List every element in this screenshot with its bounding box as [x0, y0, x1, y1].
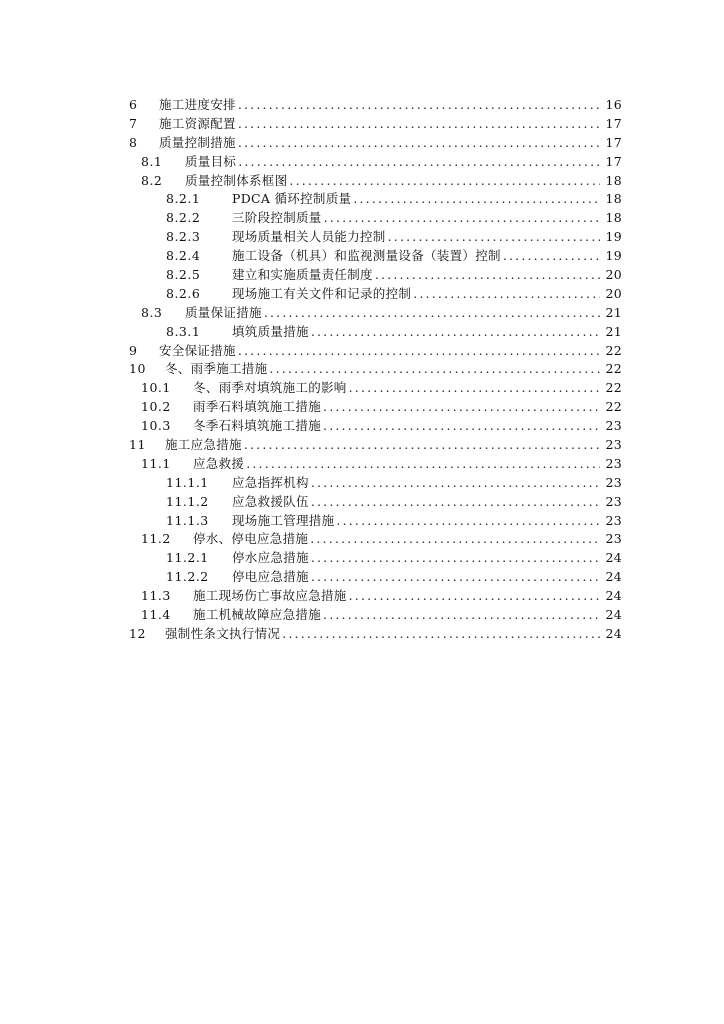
toc-entry-number: 11.2 — [141, 531, 171, 547]
toc-entry-title: 应急救援 — [193, 455, 245, 471]
toc-entry-title: 建立和实施质量责任制度 — [232, 267, 373, 283]
toc-dot-leader — [311, 493, 600, 512]
toc-entry-number: 11.2.1 — [166, 550, 209, 566]
toc-entry-title: 质量控制措施 — [159, 134, 236, 150]
toc-dot-leader — [269, 360, 600, 379]
toc-dot-leader — [246, 455, 600, 474]
toc-entry-page-number: 19 — [605, 248, 622, 264]
toc-entry-number: 7 — [129, 115, 138, 131]
toc-entry-number: 11 — [129, 437, 146, 453]
toc-entry[interactable] — [166, 285, 622, 304]
toc-dot-leader — [353, 190, 600, 209]
toc-entry[interactable] — [129, 134, 622, 153]
toc-entry-title: 填筑质量措施 — [232, 323, 309, 339]
toc-entry-title: 施工应急措施 — [165, 437, 242, 453]
toc-entry-page-number: 20 — [605, 285, 622, 301]
toc-dot-leader — [238, 134, 600, 153]
toc-entry-page-number: 20 — [605, 267, 622, 283]
toc-entry-page-number: 22 — [605, 361, 622, 377]
toc-entry-page-number: 23 — [605, 437, 622, 453]
toc-dot-leader — [244, 436, 600, 455]
toc-entry[interactable] — [141, 398, 622, 417]
toc-dot-leader — [289, 172, 600, 191]
toc-entry-title: 冬、雨季对填筑施工的影响 — [193, 380, 347, 396]
toc-dot-leader — [324, 209, 600, 228]
toc-dot-leader — [310, 530, 600, 549]
toc-entry-page-number: 23 — [605, 474, 622, 490]
toc-entry-title: 强制性条文执行情况 — [165, 625, 281, 641]
toc-entry-title: 停电应急措施 — [232, 569, 309, 585]
toc-entry[interactable] — [141, 606, 622, 625]
toc-entry-page-number: 21 — [605, 304, 622, 320]
toc-entry-number: 11.3 — [141, 588, 171, 604]
toc-entry-page-number: 23 — [605, 493, 622, 509]
toc-entry[interactable] — [141, 417, 622, 436]
toc-entry-title: 质量目标 — [185, 153, 237, 169]
toc-entry-number: 10.2 — [141, 399, 171, 415]
toc-entry-page-number: 24 — [605, 588, 622, 604]
toc-dot-leader — [238, 342, 600, 361]
toc-entry-number: 10 — [129, 361, 146, 377]
toc-entry[interactable] — [141, 530, 622, 549]
toc-entry-number: 11.4 — [141, 607, 171, 623]
toc-entry[interactable] — [141, 587, 622, 606]
toc-entry[interactable] — [166, 209, 622, 228]
toc-dot-leader — [311, 323, 600, 342]
toc-entry-page-number: 17 — [605, 153, 622, 169]
toc-dot-leader — [238, 115, 600, 134]
toc-dot-leader — [311, 568, 600, 587]
toc-entry-title: 现场质量相关人员能力控制 — [232, 229, 386, 245]
toc-entry-page-number: 24 — [605, 569, 622, 585]
toc-entry-page-number: 24 — [605, 625, 622, 641]
toc-entry[interactable] — [166, 512, 622, 531]
toc-entry-number: 11.1.1 — [166, 474, 209, 490]
toc-entry-number: 9 — [129, 342, 138, 358]
toc-entry-page-number: 23 — [605, 418, 622, 434]
toc-dot-leader — [238, 153, 600, 172]
toc-entry[interactable] — [166, 247, 622, 266]
toc-entry-page-number: 22 — [605, 380, 622, 396]
toc-entry-number: 8.1 — [141, 153, 163, 169]
toc-dot-leader — [349, 587, 600, 606]
toc-entry-number: 8.2.6 — [166, 285, 201, 301]
toc-dot-leader — [349, 379, 600, 398]
toc-entry[interactable] — [141, 379, 622, 398]
toc-entry-page-number: 23 — [605, 531, 622, 547]
toc-dot-leader — [323, 417, 600, 436]
toc-entry[interactable] — [166, 323, 622, 342]
toc-entry-page-number: 17 — [605, 115, 622, 131]
toc-dot-leader — [311, 474, 600, 493]
toc-dot-leader — [503, 247, 600, 266]
toc-entry-number: 6 — [129, 97, 138, 112]
toc-entry[interactable] — [141, 304, 622, 323]
toc-entry[interactable] — [129, 342, 622, 361]
toc-entry-number: 8 — [129, 134, 138, 150]
toc-entry-title: 雨季石料填筑施工措施 — [193, 399, 322, 415]
toc-entry[interactable] — [129, 115, 622, 134]
toc-entry-page-number: 21 — [605, 323, 622, 339]
toc-entry-title: 施工机械故障应急措施 — [193, 607, 322, 623]
toc-entry[interactable] — [166, 190, 622, 209]
toc-entry[interactable] — [166, 493, 622, 512]
toc-entry-number: 8.2.1 — [166, 191, 201, 207]
toc-entry-page-number: 19 — [605, 229, 622, 245]
toc-entry-page-number: 18 — [605, 210, 622, 226]
toc-entry-title: 冬、雨季施工措施 — [165, 361, 268, 377]
toc-entry-number: 11.1.2 — [166, 493, 209, 509]
toc-entry-page-number: 24 — [605, 607, 622, 623]
toc-entry-page-number: 17 — [605, 134, 622, 150]
toc-entry-title: 施工资源配置 — [159, 115, 236, 131]
toc-entry[interactable] — [166, 568, 622, 587]
toc-entry-number: 8.3 — [141, 304, 163, 320]
toc-entry-title: 施工进度安排 — [159, 97, 236, 112]
toc-entry-number: 8.2.3 — [166, 229, 201, 245]
toc-entry-title: 冬季石料填筑施工措施 — [193, 418, 322, 434]
toc-entry-number: 11.1.3 — [166, 512, 209, 528]
toc-entry-title: 应急指挥机构 — [232, 474, 309, 490]
toc-entry-title: 施工设备（机具）和监视测量设备（装置）控制 — [232, 248, 501, 264]
toc-entry-title: 安全保证措施 — [159, 342, 236, 358]
toc-dot-leader — [375, 266, 600, 285]
toc-entry-page-number: 23 — [605, 455, 622, 471]
toc-entry-number: 11.2.2 — [166, 569, 209, 585]
toc-entry[interactable] — [166, 549, 622, 568]
toc-entry[interactable] — [129, 360, 622, 379]
toc-entry-number: 8.3.1 — [166, 323, 201, 339]
toc-entry-title: 三阶段控制质量 — [232, 210, 322, 226]
toc-entry[interactable] — [166, 228, 622, 247]
toc-entry-title: 停水、停电应急措施 — [193, 531, 309, 547]
toc-entry-number: 8.2.2 — [166, 210, 201, 226]
toc-entry-number: 8.2.5 — [166, 267, 201, 283]
toc-entry-number: 10.3 — [141, 418, 171, 434]
toc-entry-page-number: 23 — [605, 512, 622, 528]
toc-entry[interactable] — [129, 436, 622, 455]
toc-entry-title: 现场施工管理措施 — [232, 512, 335, 528]
table-of-contents — [0, 96, 724, 644]
toc-entry-number: 10.1 — [141, 380, 171, 396]
toc-dot-leader — [336, 512, 600, 531]
toc-dot-leader — [238, 96, 600, 115]
toc-entry-title: PDCA 循环控制质量 — [232, 191, 352, 207]
toc-dot-leader — [388, 228, 600, 247]
toc-entry[interactable] — [129, 96, 622, 115]
toc-entry-title: 质量保证措施 — [185, 304, 262, 320]
toc-entry-number: 12 — [129, 625, 146, 641]
toc-entry-page-number: 16 — [605, 97, 622, 112]
toc-entry-number: 8.2 — [141, 172, 163, 188]
toc-dot-leader — [311, 549, 600, 568]
toc-entry-title: 应急救援队伍 — [232, 493, 309, 509]
toc-entry-page-number: 22 — [605, 342, 622, 358]
toc-entry[interactable] — [141, 455, 622, 474]
toc-entry-number: 11.1 — [141, 455, 171, 471]
toc-entry-title: 现场施工有关文件和记录的控制 — [232, 285, 412, 301]
toc-entry-page-number: 22 — [605, 399, 622, 415]
toc-dot-leader — [264, 304, 600, 323]
toc-dot-leader — [282, 625, 600, 644]
toc-entry-page-number: 18 — [605, 172, 622, 188]
toc-entry[interactable] — [166, 266, 622, 285]
toc-entry[interactable] — [141, 153, 622, 172]
toc-entry-number: 8.2.4 — [166, 248, 201, 264]
toc-dot-leader — [323, 398, 600, 417]
toc-entry-title: 质量控制体系框图 — [185, 172, 288, 188]
toc-dot-leader — [323, 606, 600, 625]
toc-entry[interactable] — [141, 172, 622, 191]
toc-entry-title: 停水应急措施 — [232, 550, 309, 566]
toc-entry[interactable] — [166, 474, 622, 493]
toc-entry-page-number: 18 — [605, 191, 622, 207]
toc-dot-leader — [413, 285, 600, 304]
toc-entry-title: 施工现场伤亡事故应急措施 — [193, 588, 347, 604]
toc-entry[interactable] — [129, 625, 622, 644]
toc-entry-page-number: 24 — [605, 550, 622, 566]
